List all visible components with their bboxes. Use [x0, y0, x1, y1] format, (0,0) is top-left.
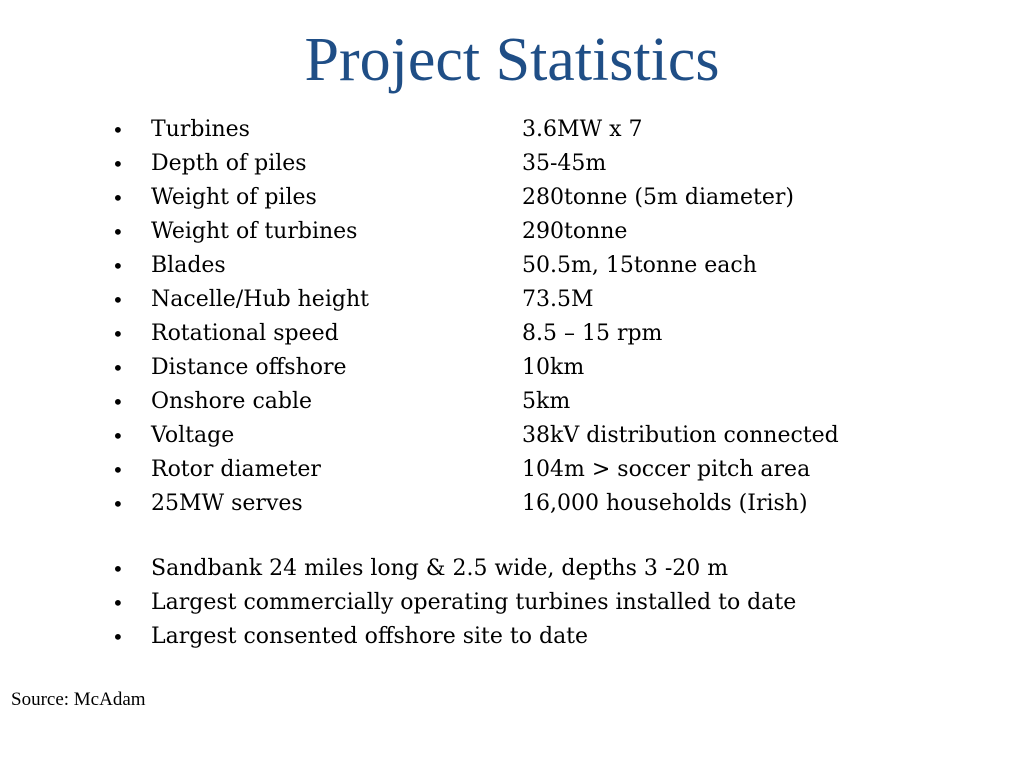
bullet-icon: •	[112, 220, 124, 244]
stat-value: 38kV distribution connected	[522, 423, 839, 448]
stat-row-weight-of-piles	[110, 181, 990, 215]
stat-value: 290tonne	[522, 219, 628, 244]
bullet-icon: •	[112, 152, 124, 176]
bullet-icon: •	[112, 591, 124, 615]
note-text: Largest consented offshore site to date	[151, 624, 589, 649]
bullet-icon: •	[112, 492, 124, 516]
slide-title: Project Statistics	[304, 26, 720, 94]
stat-label: Depth of piles	[151, 151, 307, 176]
bullet-icon: •	[112, 254, 124, 278]
stat-value: 73.5M	[522, 287, 594, 312]
note-item	[110, 620, 990, 654]
source-citation: Source: McAdam	[11, 689, 146, 710]
stat-value: 50.5m, 15tonne each	[522, 253, 757, 278]
bullet-icon: •	[112, 322, 124, 346]
bullet-icon: •	[112, 118, 124, 142]
stats-list	[110, 113, 990, 521]
stat-value: 104m > soccer pitch area	[522, 457, 811, 482]
bullet-icon: •	[112, 625, 124, 649]
stat-label: Weight of piles	[151, 185, 317, 210]
stat-value: 10km	[522, 355, 585, 380]
note-item	[110, 586, 990, 620]
stat-value: 35-45m	[522, 151, 607, 176]
stat-label: Rotor diameter	[151, 457, 321, 482]
stat-row-nacelle-hub-height	[110, 283, 990, 317]
stat-row-onshore-cable	[110, 385, 990, 419]
stat-value: 16,000 households (Irish)	[522, 491, 808, 516]
stat-value: 8.5 – 15 rpm	[522, 321, 663, 346]
bullet-icon: •	[112, 458, 124, 482]
stat-label: Voltage	[151, 423, 235, 448]
note-text: Sandbank 24 miles long & 2.5 wide, depths 3 -20 m	[151, 556, 729, 581]
stat-row-weight-of-turbines	[110, 215, 990, 249]
stat-label: Onshore cable	[151, 389, 313, 414]
stat-label: Weight of turbines	[151, 219, 358, 244]
stat-row-distance-offshore	[110, 351, 990, 385]
stat-row-voltage	[110, 419, 990, 453]
bullet-icon: •	[112, 424, 124, 448]
note-item	[110, 552, 990, 586]
bullet-icon: •	[112, 288, 124, 312]
stat-label: Rotational speed	[151, 321, 339, 346]
stat-row-blades	[110, 249, 990, 283]
stat-row-depth-of-piles	[110, 147, 990, 181]
stat-row-25mw-serves	[110, 487, 990, 521]
note-text: Largest commercially operating turbines installed to date	[151, 590, 797, 615]
stat-label: 25MW serves	[151, 491, 303, 516]
stat-value: 280tonne (5m diameter)	[522, 185, 794, 210]
stat-label: Turbines	[151, 117, 250, 142]
bullet-icon: •	[112, 557, 124, 581]
stat-value: 5km	[522, 389, 571, 414]
stat-value: 3.6MW x 7	[522, 117, 643, 142]
stat-label: Distance offshore	[151, 355, 347, 380]
stat-row-rotational-speed	[110, 317, 990, 351]
bullet-icon: •	[112, 186, 124, 210]
stat-row-rotor-diameter	[110, 453, 990, 487]
notes-list	[110, 552, 990, 654]
stat-row-turbines	[110, 113, 990, 147]
bullet-icon: •	[112, 390, 124, 414]
stat-label: Nacelle/Hub height	[151, 287, 369, 312]
stat-label: Blades	[151, 253, 226, 278]
bullet-icon: •	[112, 356, 124, 380]
